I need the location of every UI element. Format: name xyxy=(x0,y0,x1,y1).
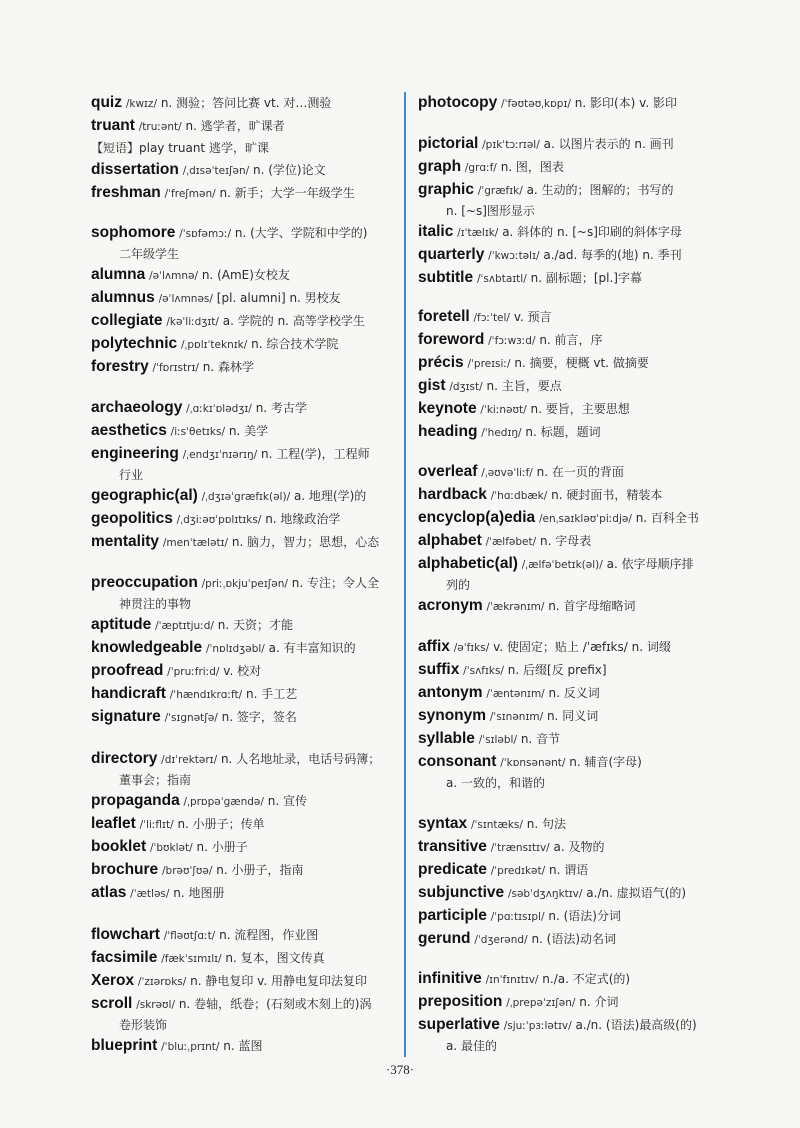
headword: acronym xyxy=(418,597,483,614)
headword: superlative xyxy=(418,1016,500,1033)
headword: blueprint xyxy=(91,1037,158,1054)
dictionary-entry xyxy=(91,485,396,508)
dictionary-entry xyxy=(91,531,396,554)
headword: infinitive xyxy=(418,970,482,987)
dictionary-entry xyxy=(418,813,723,836)
dictionary-entry xyxy=(418,133,723,156)
phonetic: /ˈsɪnənɪm/ xyxy=(489,711,544,723)
headword: geographic(al) xyxy=(91,487,198,504)
headword: synonym xyxy=(418,707,487,724)
dictionary-entry xyxy=(418,179,723,202)
dictionary-entry xyxy=(418,421,723,444)
definition: n. 蓝图 xyxy=(223,1039,263,1053)
headword: scroll xyxy=(91,995,133,1012)
dictionary-entry xyxy=(418,329,723,352)
headword: archaeology xyxy=(91,399,183,416)
definition: n. 测验；答问比赛 vt. 对…测验 xyxy=(160,96,332,110)
dictionary-entry xyxy=(91,508,396,531)
definition: a. 及物的 xyxy=(553,840,605,854)
phonetic: /ˈtrænsɪtɪv/ xyxy=(490,842,550,854)
headword: polytechnic xyxy=(91,335,178,352)
headword: gist xyxy=(418,377,446,394)
phonetic: /ˌprepəˈzɪʃən/ xyxy=(506,997,576,1009)
dictionary-entry xyxy=(91,683,396,706)
definition: a. 学院的 n. 高等学校学生 xyxy=(222,314,365,328)
entry-group xyxy=(91,748,396,905)
headword: brochure xyxy=(91,861,159,878)
headword: dissertation xyxy=(91,161,179,178)
phonetic: /ˈliːflɪt/ xyxy=(139,819,174,831)
phonetic: /ˈzɪərɒks/ xyxy=(137,976,187,988)
headword: consonant xyxy=(418,753,497,770)
dictionary-entry xyxy=(418,905,723,928)
definition: n. 要旨，主要思想 xyxy=(530,402,630,416)
phonetic: /səbˈdʒʌŋktɪv/ xyxy=(507,888,583,900)
headword: collegiate xyxy=(91,312,163,329)
dictionary-entry xyxy=(91,882,396,905)
headword: propaganda xyxy=(91,792,180,809)
phonetic: /ˈfɒrɪstrɪ/ xyxy=(152,362,199,374)
dictionary-entry xyxy=(91,660,396,683)
definition: n. 考古学 xyxy=(255,401,307,415)
definition: a. 有丰富知识的 xyxy=(268,641,356,655)
dictionary-entry xyxy=(418,968,723,991)
phonetic: /ˌəʊvəˈliːf/ xyxy=(481,467,533,479)
definition: n. 逃学者，旷课者 xyxy=(185,119,285,133)
dictionary-entry xyxy=(418,636,723,659)
phonetic: /grɑːf/ xyxy=(464,162,497,174)
definition: n. 小册子，指南 xyxy=(216,863,304,877)
phonetic: /kəˈliːdʒɪt/ xyxy=(166,316,219,328)
phonetic: /enˌsaɪkləʊˈpiːdjə/ xyxy=(538,513,632,525)
phonetic: /kwɪz/ xyxy=(125,98,157,110)
page-number: ·378· xyxy=(385,1062,415,1077)
headword: preposition xyxy=(418,993,503,1010)
dictionary-entry xyxy=(91,420,396,443)
dictionary-entry xyxy=(418,991,723,1014)
phonetic: /ˈætləs/ xyxy=(130,888,170,900)
definition: n. 手工艺 xyxy=(245,687,298,701)
right-column xyxy=(418,92,723,1056)
headword: atlas xyxy=(91,884,127,901)
phonetic: /ˈfreʃmən/ xyxy=(164,188,216,200)
definition: n. 美学 xyxy=(228,424,269,438)
entry-group xyxy=(91,572,396,729)
headword: participle xyxy=(418,907,487,924)
dictionary-entry xyxy=(418,352,723,375)
dictionary-entry xyxy=(91,836,396,859)
definition-continued: n. [~s]图形显示 xyxy=(446,204,535,218)
phonetic: /iːsˈθetɪks/ xyxy=(170,426,225,438)
headword: facsimile xyxy=(91,949,158,966)
dictionary-entry xyxy=(91,572,396,595)
entry-group xyxy=(418,133,723,290)
phonetic: /əˈlʌmnə/ xyxy=(149,270,198,282)
headword: encyclop(a)edia xyxy=(418,509,536,526)
definition: n. 流程图，作业图 xyxy=(219,928,319,942)
dictionary-entry xyxy=(418,595,723,618)
definition: n. 天资；才能 xyxy=(217,618,294,632)
phonetic: /ˈæntənɪm/ xyxy=(486,688,545,700)
headword: syntax xyxy=(418,815,468,832)
phonetic: /ˈsʌbtaɪtl/ xyxy=(476,273,527,285)
phonetic: /ˈfəʊtəʊˌkɒpɪ/ xyxy=(501,98,571,110)
phonetic: /ˈnɒlɪdʒəbl/ xyxy=(205,643,265,655)
entry-group xyxy=(91,924,396,1058)
entry-group xyxy=(91,92,396,205)
definition: n. 反义词 xyxy=(548,686,600,700)
definition: [pl. alumni] n. 男校友 xyxy=(216,291,341,305)
entry-group xyxy=(91,222,396,379)
entry-group xyxy=(418,813,723,951)
definition: v. 校对 xyxy=(223,664,262,678)
dictionary-entry xyxy=(91,443,396,466)
dictionary-entry xyxy=(91,924,396,947)
dictionary-entry xyxy=(418,859,723,882)
definition: n. 首字母缩略词 xyxy=(548,599,636,613)
definition: n. (语法)动名词 xyxy=(531,932,617,946)
phonetic: /ˈhɑːdbæk/ xyxy=(490,490,548,502)
left-column xyxy=(91,92,396,1058)
dictionary-entry xyxy=(418,705,723,728)
headword: proofread xyxy=(91,662,164,679)
phonetic: /ˈkwɔːtəlɪ/ xyxy=(488,250,540,262)
headword: foreword xyxy=(418,331,485,348)
definition: n. 图，图表 xyxy=(500,160,564,174)
definition: a./ad. 每季的(地) n. 季刊 xyxy=(543,248,682,262)
definition: n. 摘要，梗概 vt. 做摘要 xyxy=(514,356,649,370)
dictionary-entry xyxy=(418,507,723,530)
definition: n. 句法 xyxy=(526,817,566,831)
phonetic: /brəʊˈʃʊə/ xyxy=(162,865,213,877)
headword: gerund xyxy=(418,930,471,947)
definition: n./a. 不定式(的) xyxy=(542,972,631,986)
definition: n. 同义词 xyxy=(546,709,599,723)
definition-continued: a. 最佳的 xyxy=(446,1039,497,1053)
dictionary-entry xyxy=(91,1035,396,1058)
phonetic: /ˈælfəbet/ xyxy=(485,536,537,548)
definition: n. 工程(学)，工程师 xyxy=(261,447,370,461)
entry-group xyxy=(418,92,723,115)
definition-continued: 董事会；指南 xyxy=(119,773,192,787)
dictionary-entry xyxy=(91,222,396,245)
definition: a. 依字母顺序排 xyxy=(606,557,694,571)
phonetic: /ˈsɪgnətʃə/ xyxy=(164,712,218,724)
phonetic: /ˈsɒfəmɔː/ xyxy=(179,228,232,240)
phonetic: /ɪˈtælɪk/ xyxy=(457,227,499,239)
definition: n. 影印(本) v. 影印 xyxy=(574,96,677,110)
definition: a. 地理(学)的 xyxy=(293,489,367,503)
definition: n. 综合技术学院 xyxy=(251,337,339,351)
dictionary-entry xyxy=(91,706,396,729)
headword: alumna xyxy=(91,266,146,283)
definition: n. (语法)分词 xyxy=(548,909,621,923)
entry-group xyxy=(418,461,723,618)
definition: n. 主旨，要点 xyxy=(486,379,562,393)
dictionary-entry xyxy=(418,682,723,705)
phonetic: /ˈgræfɪk/ xyxy=(477,185,523,197)
dictionary-entry xyxy=(418,553,723,576)
phonetic: /pɪkˈtɔːrɪəl/ xyxy=(482,139,540,151)
headword: mentality xyxy=(91,533,160,550)
phonetic: /ˈsʌfɪks/ xyxy=(463,665,504,677)
definition: n. 复本，图文传真 xyxy=(225,951,325,965)
phonetic: /ˌendʒɪˈnɪərɪŋ/ xyxy=(182,449,258,461)
definition: n. 标题，题词 xyxy=(525,425,601,439)
definition: n. 后缀[反 prefix] xyxy=(507,663,607,677)
definition: n. 签字，签名 xyxy=(221,710,297,724)
dictionary-entry xyxy=(418,836,723,859)
definition: n. 静电复印 v. 用静电复印法复印 xyxy=(190,974,367,988)
definition: v. 使固定；贴上 /ˈæfɪks/ n. 词缀 xyxy=(493,640,671,654)
headword: heading xyxy=(418,423,478,440)
phonetic: /ˈsɪntæks/ xyxy=(470,819,523,831)
phonetic: /ˈpredɪkət/ xyxy=(490,865,546,877)
definition: a./n. 虚拟语气(的) xyxy=(586,886,687,900)
dictionary-entry xyxy=(91,637,396,660)
dictionary-entry xyxy=(91,813,396,836)
dictionary-entry xyxy=(91,790,396,813)
headword: subjunctive xyxy=(418,884,505,901)
definition: n. 字母表 xyxy=(539,534,592,548)
phonetic: /əˈfɪks/ xyxy=(453,642,490,654)
dictionary-entry xyxy=(418,728,723,751)
definition: n. 人名地址录，电话号码簿； xyxy=(220,752,381,766)
definition: v. 预言 xyxy=(513,310,552,324)
definition-continued: a. 一致的，和谐的 xyxy=(446,776,545,790)
dictionary-entry xyxy=(418,751,723,774)
definition: n. 百科全书 xyxy=(635,511,699,525)
definition: a. 斜体的 n. [~s]印刷的斜体字母 xyxy=(502,225,682,239)
definition: n. 前言，序 xyxy=(539,333,603,347)
phonetic: /ˈpruːfriːd/ xyxy=(167,666,220,678)
phonetic: /ˈsɪləbl/ xyxy=(478,734,517,746)
definition: n. 专注；令人全 xyxy=(291,576,379,590)
headword: flowchart xyxy=(91,926,160,943)
dictionary-entry xyxy=(418,221,723,244)
entry-group xyxy=(91,397,396,554)
dictionary-entry xyxy=(418,306,723,329)
phonetic: /fɔːˈtel/ xyxy=(473,312,510,324)
headword: pictorial xyxy=(418,135,479,152)
definition: n. 宣传 xyxy=(267,794,307,808)
phonetic: /ˈfləʊtʃɑːt/ xyxy=(163,930,216,942)
dictionary-entry xyxy=(91,397,396,420)
definition: n. 辅音(字母) xyxy=(569,755,642,769)
headword: précis xyxy=(418,354,464,371)
headword: truant xyxy=(91,117,135,134)
headword: engineering xyxy=(91,445,179,462)
phonetic: /ˈdʒerənd/ xyxy=(474,934,528,946)
phonetic: /ˈhændɪkrɑːft/ xyxy=(169,689,243,701)
headword: handicraft xyxy=(91,685,166,702)
definition: n. 脑力，智力；思想，心态 xyxy=(231,535,380,549)
phonetic: /ˈpreɪsiː/ xyxy=(467,358,511,370)
phonetic: /menˈtælətɪ/ xyxy=(162,537,229,549)
headword: italic xyxy=(418,223,454,240)
headword: photocopy xyxy=(418,94,498,111)
dictionary-entry xyxy=(91,970,396,993)
headword: quiz xyxy=(91,94,122,111)
dictionary-entry xyxy=(91,159,396,182)
dictionary-entry xyxy=(418,398,723,421)
headword: subtitle xyxy=(418,269,474,286)
definition: a./n. (语法)最高级(的) xyxy=(575,1018,697,1032)
dictionary-entry xyxy=(418,484,723,507)
headword: geopolitics xyxy=(91,510,173,527)
headword: sophomore xyxy=(91,224,176,241)
definition: n. 地缘政治学 xyxy=(265,512,341,526)
phonetic: /ˈækrənɪm/ xyxy=(486,601,545,613)
definition: n. 卷轴，纸卷；(石刻或木刻上的)涡 xyxy=(178,997,372,1011)
definition-continued: 神贯注的事物 xyxy=(119,597,192,611)
phonetic: /ˌælfəˈbetɪk(əl)/ xyxy=(521,559,603,571)
phonetic: /dʒɪst/ xyxy=(449,381,483,393)
phonetic: /priːˌɒkjuˈpeɪʃən/ xyxy=(201,578,288,590)
definition-continued: 行业 xyxy=(119,468,144,482)
headword: freshman xyxy=(91,184,161,201)
headword: Xerox xyxy=(91,972,135,989)
entry-group xyxy=(418,306,723,444)
phonetic: /ˈæptɪtjuːd/ xyxy=(155,620,214,632)
dictionary-entry xyxy=(91,310,396,333)
phonetic: /ˌɑːkɪˈɒlədʒɪ/ xyxy=(186,403,252,415)
dictionary-entry xyxy=(418,92,723,115)
dictionary-entry xyxy=(91,264,396,287)
definition-continued: 列的 xyxy=(446,578,471,592)
entry-group xyxy=(418,968,723,1056)
dictionary-entry xyxy=(91,138,396,159)
dictionary-entry xyxy=(91,614,396,637)
dictionary-entry xyxy=(91,356,396,379)
phonetic: /ˌpɒlɪˈteknɪk/ xyxy=(180,339,248,351)
headword: keynote xyxy=(418,400,477,417)
headword: affix xyxy=(418,638,450,655)
definition-continued: 卷形装饰 xyxy=(119,1018,168,1032)
phonetic: /fækˈsɪmɪlɪ/ xyxy=(161,953,222,965)
definition: n. (大学、学院和中学的) xyxy=(234,226,368,240)
headword: directory xyxy=(91,750,158,767)
phonetic: /sjuːˈpɜːlətɪv/ xyxy=(503,1020,572,1032)
definition: n. 新手；大学一年级学生 xyxy=(219,186,355,200)
entry-group xyxy=(418,636,723,793)
definition: n. 硬封面书，精装本 xyxy=(551,488,663,502)
dictionary-entry xyxy=(418,375,723,398)
definition: a. 以图片表示的 n. 画刊 xyxy=(543,137,674,151)
dictionary-entry xyxy=(91,182,396,205)
phonetic: /truːənt/ xyxy=(138,121,182,133)
dictionary-entry xyxy=(91,748,396,771)
dictionary-entry xyxy=(91,859,396,882)
phonetic: /ˌdɪsəˈteɪʃən/ xyxy=(182,165,250,177)
definition: n. (AmE)女校友 xyxy=(201,268,290,282)
headword: knowledgeable xyxy=(91,639,203,656)
dictionary-entry xyxy=(418,659,723,682)
definition: n. 副标题；[pl.]字幕 xyxy=(530,271,642,285)
definition: n. 地图册 xyxy=(173,886,225,900)
dictionary-entry xyxy=(91,115,396,138)
dictionary-entry xyxy=(418,244,723,267)
phonetic: /ˌdʒɪəˈgræfɪk(əl)/ xyxy=(201,491,291,503)
headword: antonym xyxy=(418,684,483,701)
definition: n. 在一页的背面 xyxy=(536,465,624,479)
headword: graphic xyxy=(418,181,474,198)
headword: leaflet xyxy=(91,815,136,832)
phonetic: /ˌprɒpəˈgændə/ xyxy=(183,796,264,808)
headword: hardback xyxy=(418,486,487,503)
headword: suffix xyxy=(418,661,460,678)
definition: n. 介词 xyxy=(579,995,619,1009)
dictionary-entry xyxy=(418,1014,723,1037)
phonetic: /ɪnˈfɪnɪtɪv/ xyxy=(485,974,539,986)
column-divider xyxy=(404,92,406,1057)
definition: n. 音节 xyxy=(520,732,561,746)
phonetic: /ˈkɒnsənənt/ xyxy=(500,757,566,769)
dictionary-entry xyxy=(91,947,396,970)
headword: quarterly xyxy=(418,246,485,263)
definition: n. (学位)论文 xyxy=(252,163,326,177)
headword: aptitude xyxy=(91,616,152,633)
dictionary-entry xyxy=(418,461,723,484)
definition: n. 森林学 xyxy=(202,360,254,374)
phonetic: /ˈbluːˌprɪnt/ xyxy=(161,1041,220,1053)
headword: transitive xyxy=(418,838,487,855)
headword: alumnus xyxy=(91,289,155,306)
dictionary-entry xyxy=(91,287,396,310)
dictionary-entry xyxy=(418,530,723,553)
definition: n. 小册子；传单 xyxy=(177,817,265,831)
headword: preoccupation xyxy=(91,574,198,591)
phonetic: /ˈhedɪŋ/ xyxy=(481,427,522,439)
phonetic: /ˈpɑːtɪsɪpl/ xyxy=(490,911,545,923)
dictionary-entry xyxy=(91,333,396,356)
phonetic: /əˈlʌmnəs/ xyxy=(158,293,213,305)
dictionary-entry xyxy=(418,267,723,290)
headword: booklet xyxy=(91,838,147,855)
dictionary-entry xyxy=(418,882,723,905)
headword: signature xyxy=(91,708,161,725)
headword: forestry xyxy=(91,358,149,375)
definition: n. 谓语 xyxy=(548,863,589,877)
definition: n. 小册子 xyxy=(196,840,248,854)
definition-continued: 二年级学生 xyxy=(119,247,180,261)
headword: alphabetic(al) xyxy=(418,555,518,572)
headword: syllable xyxy=(418,730,475,747)
dictionary-entry xyxy=(418,156,723,179)
dictionary-entry xyxy=(418,928,723,951)
headword: graph xyxy=(418,158,462,175)
headword: predicate xyxy=(418,861,487,878)
definition: 【短语】play truant 逃学，旷课 xyxy=(91,141,269,155)
phonetic: /ˌdʒiːəʊˈpɒlɪtɪks/ xyxy=(176,514,262,526)
headword: aesthetics xyxy=(91,422,167,439)
headword: alphabet xyxy=(418,532,482,549)
phonetic: /skrəʊl/ xyxy=(136,999,175,1011)
phonetic: /ˈfɔːwɜːd/ xyxy=(488,335,536,347)
phonetic: /ˈkiːnəʊt/ xyxy=(480,404,527,416)
dictionary-entry xyxy=(91,92,396,115)
dictionary-entry xyxy=(91,993,396,1016)
phonetic: /ˈbʊklət/ xyxy=(149,842,193,854)
phonetic: /dɪˈrektərɪ/ xyxy=(161,754,218,766)
headword: overleaf xyxy=(418,463,478,480)
definition: a. 生动的；图解的；书写的 xyxy=(526,183,674,197)
headword: foretell xyxy=(418,308,470,325)
